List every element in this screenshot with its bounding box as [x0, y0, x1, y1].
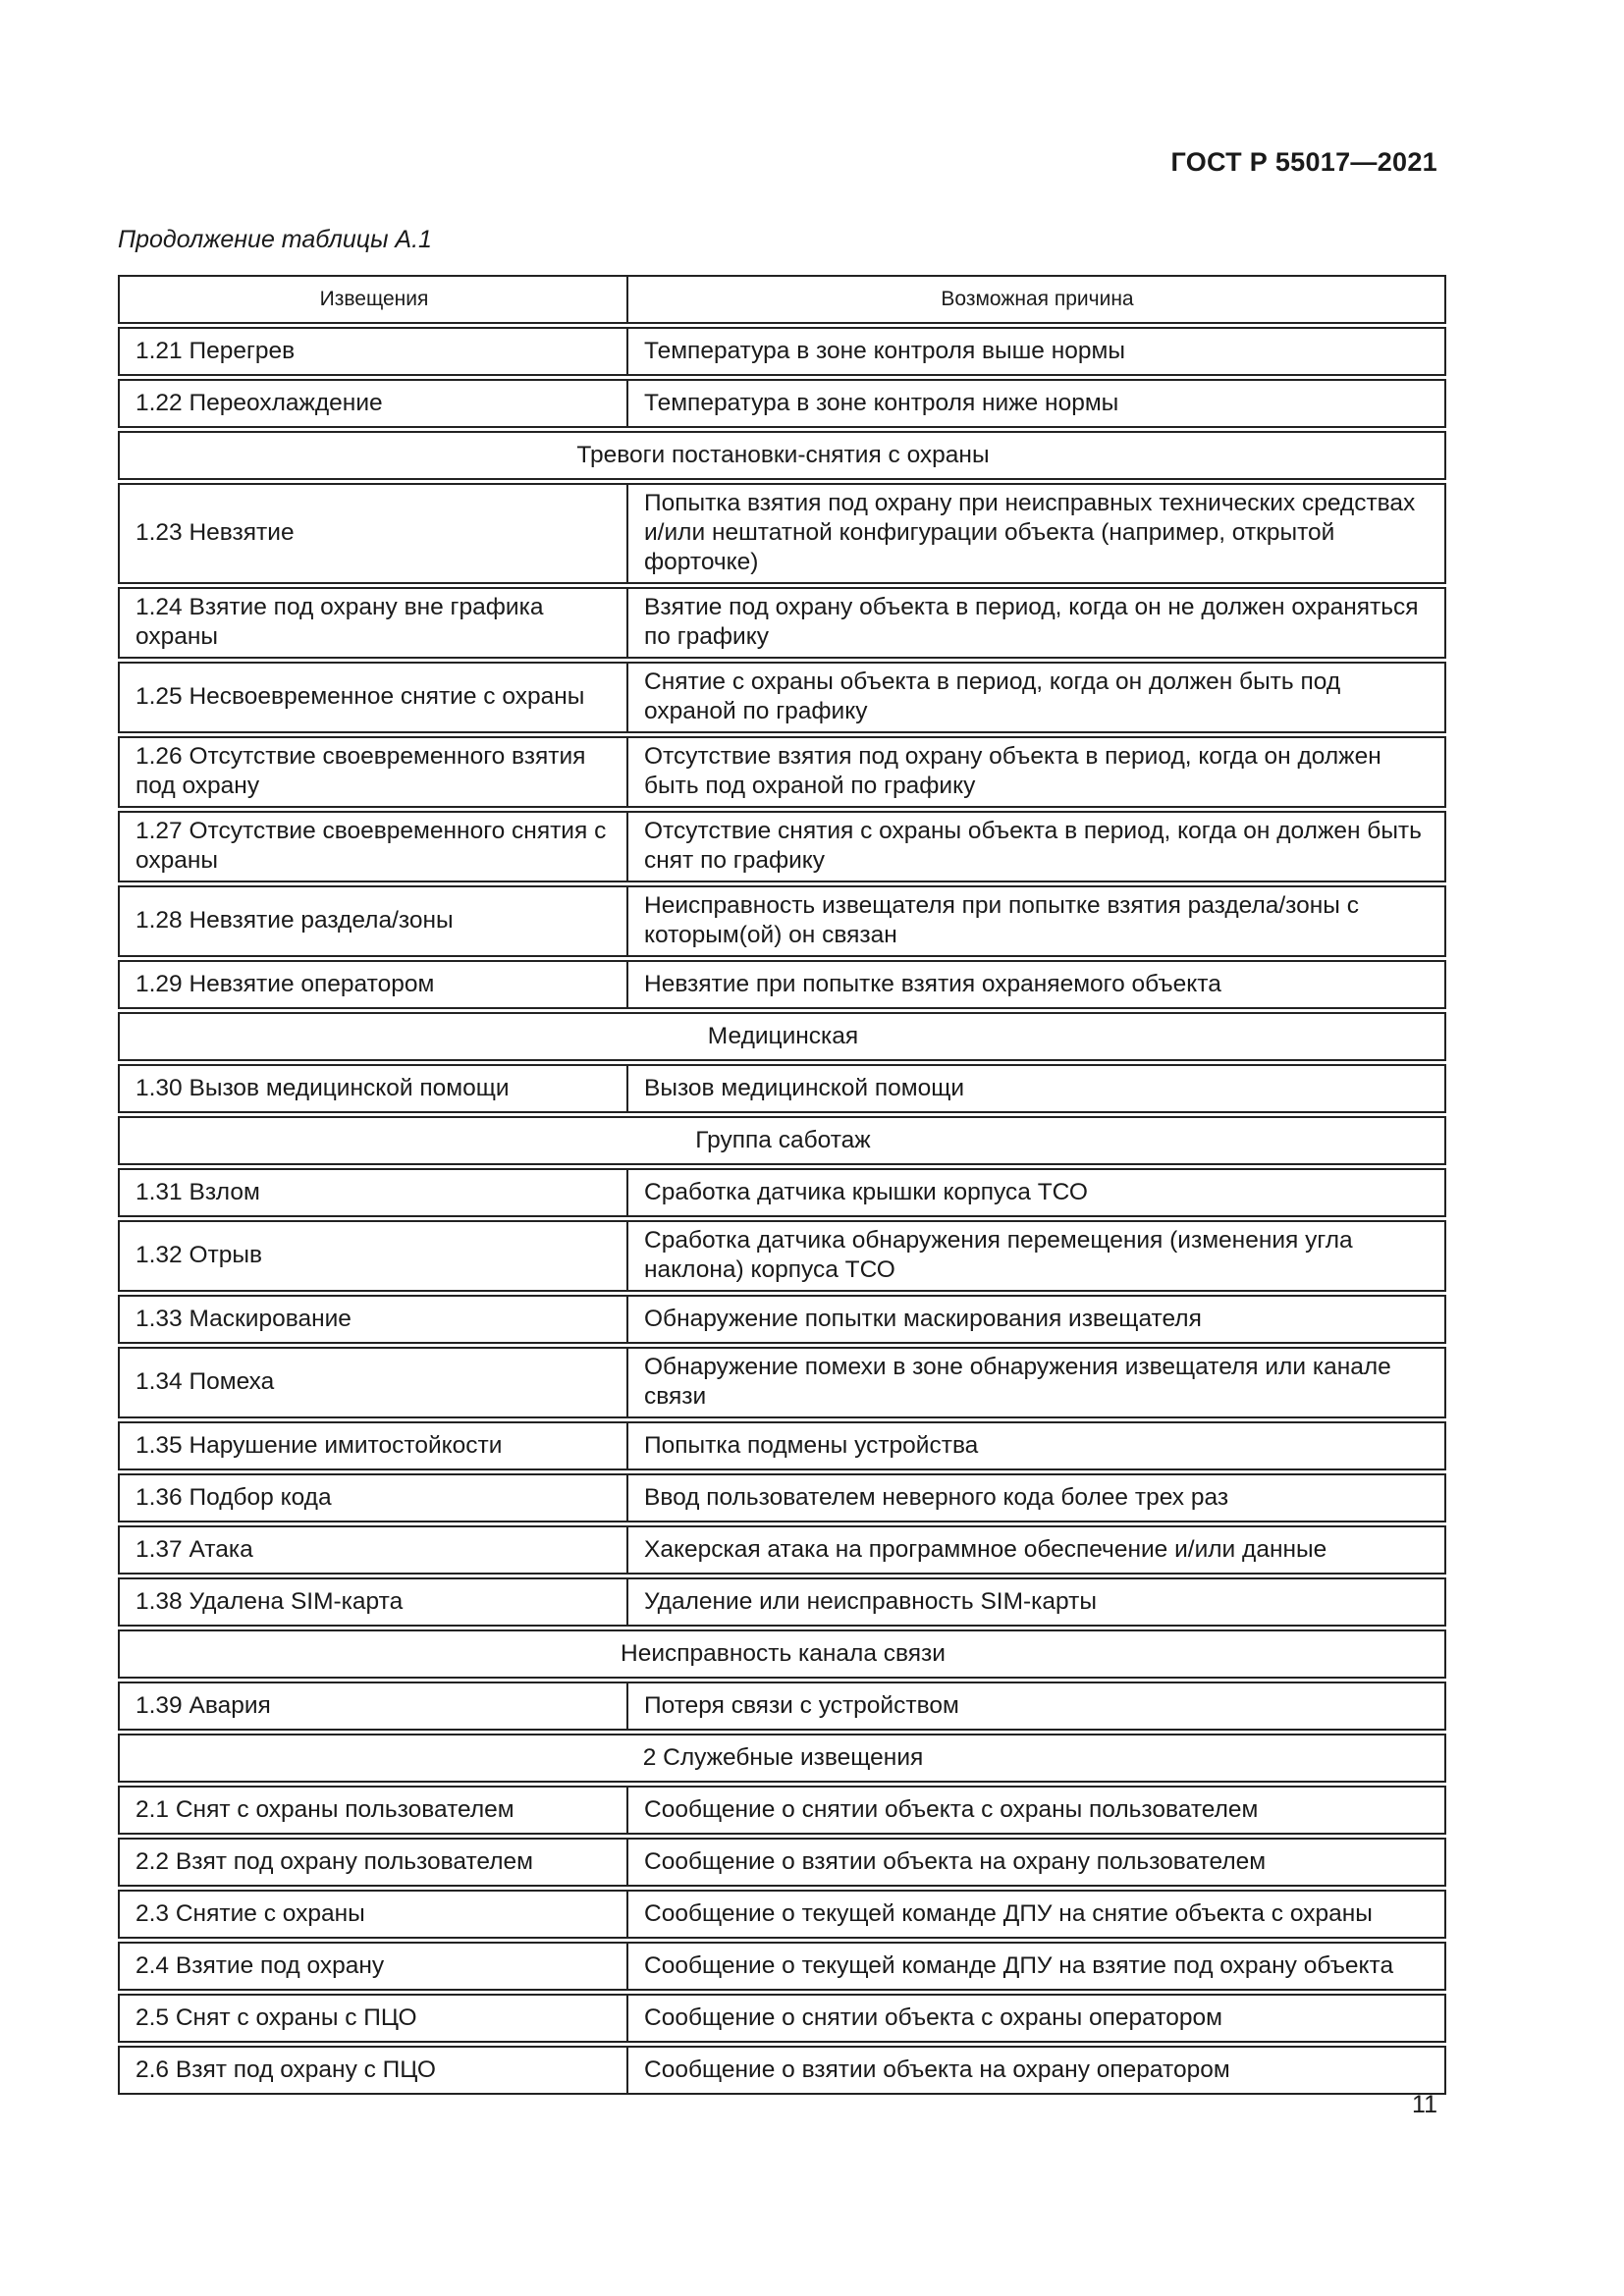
table-row: [118, 736, 1446, 808]
section-title: Медицинская: [118, 1012, 1446, 1061]
section-row: [118, 1012, 1446, 1061]
cause-cell: Сообщение о взятии объекта на охрану оператором: [628, 2046, 1446, 2095]
notification-cell: 1.22 Переохлаждение: [118, 379, 628, 428]
notification-cell: 1.38 Удалена SIM-карта: [118, 1577, 628, 1627]
cause-cell: Температура в зоне контроля выше нормы: [628, 327, 1446, 376]
table-row: [118, 1295, 1446, 1344]
cause-cell: Сообщение о снятии объекта с охраны пользователем: [628, 1786, 1446, 1835]
table-row: [118, 1577, 1446, 1627]
section-title: Группа саботаж: [118, 1116, 1446, 1165]
table-row: [118, 327, 1446, 376]
section-row: [118, 1116, 1446, 1165]
table-row: [118, 1682, 1446, 1731]
document-code: ГОСТ Р 55017—2021: [1170, 147, 1437, 177]
cause-cell: Сработка датчика крышки корпуса ТСО: [628, 1168, 1446, 1217]
table-row: [118, 960, 1446, 1009]
notification-cell: 1.27 Отсутствие своевременного снятия с охраны: [118, 811, 628, 882]
table-row: [118, 1525, 1446, 1575]
notification-cell: 2.6 Взят под охрану с ПЦО: [118, 2046, 628, 2095]
notification-cell: 1.26 Отсутствие своевременного взятия под охрану: [118, 736, 628, 808]
page-number: 11: [1412, 2091, 1437, 2118]
table-row: [118, 1890, 1446, 1939]
table-row: [118, 811, 1446, 882]
notification-cell: 2.5 Снят с охраны с ПЦО: [118, 1994, 628, 2043]
notification-cell: 1.37 Атака: [118, 1525, 628, 1575]
table-row: [118, 1838, 1446, 1887]
notification-cell: 1.39 Авария: [118, 1682, 628, 1731]
section-row: [118, 1629, 1446, 1679]
notification-cell: 1.36 Подбор кода: [118, 1473, 628, 1522]
table-row: [118, 587, 1446, 659]
section-title: Тревоги постановки-снятия с охраны: [118, 431, 1446, 480]
table-caption: Продолжение таблицы А.1: [118, 226, 432, 253]
notifications-table: [118, 272, 1446, 2098]
column-header-cause: Возможная причина: [628, 275, 1446, 324]
table-row: [118, 2046, 1446, 2095]
notification-cell: 1.28 Невзятие раздела/зоны: [118, 885, 628, 957]
table-header-row: [118, 275, 1446, 324]
column-header-notifications: Извещения: [118, 275, 628, 324]
notification-cell: 1.30 Вызов медицинской помощи: [118, 1064, 628, 1113]
cause-cell: Обнаружение помехи в зоне обнаружения извещателя или канале связи: [628, 1347, 1446, 1418]
notification-cell: 1.31 Взлом: [118, 1168, 628, 1217]
notification-cell: 1.21 Перегрев: [118, 327, 628, 376]
notification-cell: 1.23 Невзятие: [118, 483, 628, 584]
notification-cell: 2.3 Снятие с охраны: [118, 1890, 628, 1939]
notification-cell: 2.2 Взят под охрану пользователем: [118, 1838, 628, 1887]
notification-cell: 1.32 Отрыв: [118, 1220, 628, 1292]
table-row: [118, 662, 1446, 733]
table-row: [118, 1942, 1446, 1991]
cause-cell: Попытка подмены устройства: [628, 1421, 1446, 1470]
table-row: [118, 1220, 1446, 1292]
cause-cell: Отсутствие взятия под охрану объекта в период, когда он должен быть под охраной по графику: [628, 736, 1446, 808]
cause-cell: Вызов медицинской помощи: [628, 1064, 1446, 1113]
notification-cell: 2.4 Взятие под охрану: [118, 1942, 628, 1991]
notification-cell: 1.25 Несвоевременное снятие с охраны: [118, 662, 628, 733]
cause-cell: Невзятие при попытке взятия охраняемого объекта: [628, 960, 1446, 1009]
cause-cell: Взятие под охрану объекта в период, когда он не должен охраняться по графику: [628, 587, 1446, 659]
cause-cell: Потеря связи с устройством: [628, 1682, 1446, 1731]
table-row: [118, 1473, 1446, 1522]
table-row: [118, 885, 1446, 957]
cause-cell: Ввод пользователем неверного кода более трех раз: [628, 1473, 1446, 1522]
cause-cell: Попытка взятия под охрану при неисправных технических средствах и/или нештатной конфигурации объекта (например, открытой форточке): [628, 483, 1446, 584]
cause-cell: Сообщение о текущей команде ДПУ на взятие под охрану объекта: [628, 1942, 1446, 1991]
section-title: 2 Служебные извещения: [118, 1734, 1446, 1783]
cause-cell: Обнаружение попытки маскирования извещателя: [628, 1295, 1446, 1344]
cause-cell: Неисправность извещателя при попытке взятия раздела/зоны с которым(ой) он связан: [628, 885, 1446, 957]
cause-cell: Снятие с охраны объекта в период, когда он должен быть под охраной по графику: [628, 662, 1446, 733]
notification-cell: 1.33 Маскирование: [118, 1295, 628, 1344]
cause-cell: Сообщение о взятии объекта на охрану пользователем: [628, 1838, 1446, 1887]
cause-cell: Хакерская атака на программное обеспечение и/или данные: [628, 1525, 1446, 1575]
cause-cell: Сработка датчика обнаружения перемещения (изменения угла наклона) корпуса ТСО: [628, 1220, 1446, 1292]
table-row: [118, 1421, 1446, 1470]
notification-cell: 1.34 Помеха: [118, 1347, 628, 1418]
cause-cell: Сообщение о текущей команде ДПУ на снятие объекта с охраны: [628, 1890, 1446, 1939]
section-title: Неисправность канала связи: [118, 1629, 1446, 1679]
table-row: [118, 379, 1446, 428]
section-row: [118, 1734, 1446, 1783]
cause-cell: Температура в зоне контроля ниже нормы: [628, 379, 1446, 428]
table-row: [118, 1347, 1446, 1418]
table-row: [118, 483, 1446, 584]
table-row: [118, 1064, 1446, 1113]
notification-cell: 1.29 Невзятие оператором: [118, 960, 628, 1009]
section-row: [118, 431, 1446, 480]
table-body: [118, 327, 1446, 2095]
cause-cell: Отсутствие снятия с охраны объекта в период, когда он должен быть снят по графику: [628, 811, 1446, 882]
cause-cell: Сообщение о снятии объекта с охраны оператором: [628, 1994, 1446, 2043]
table-row: [118, 1786, 1446, 1835]
table-row: [118, 1168, 1446, 1217]
notification-cell: 1.35 Нарушение имитостойкости: [118, 1421, 628, 1470]
table-row: [118, 1994, 1446, 2043]
notification-cell: 1.24 Взятие под охрану вне графика охраны: [118, 587, 628, 659]
notification-cell: 2.1 Снят с охраны пользователем: [118, 1786, 628, 1835]
cause-cell: Удаление или неисправность SIM-карты: [628, 1577, 1446, 1627]
